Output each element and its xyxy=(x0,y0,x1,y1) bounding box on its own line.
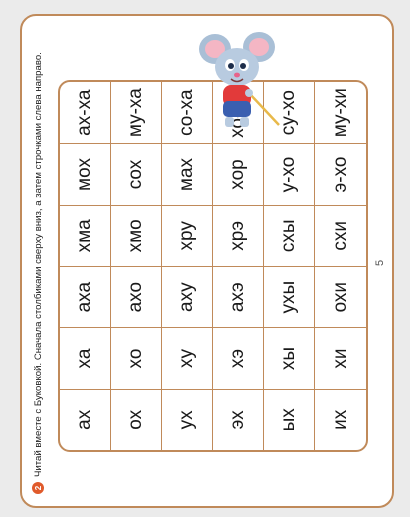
syllable-cell: аху xyxy=(162,266,213,327)
syllable-cell: схы xyxy=(264,205,315,266)
syllable-cell: хор xyxy=(213,143,264,204)
syllable-cell: хру xyxy=(162,205,213,266)
syllable-cell: ухы xyxy=(264,266,315,327)
syllable-cell: ху xyxy=(162,327,213,388)
syllable-cell: хэ xyxy=(213,327,264,388)
syllable-cell: му-хи xyxy=(329,88,351,138)
page-number: 5 xyxy=(374,259,386,266)
syllable-cell: хма xyxy=(60,205,111,266)
page-content xyxy=(22,16,392,506)
syllable-table xyxy=(58,80,368,452)
syllable-cell: у-хо xyxy=(264,143,315,204)
syllable-cell: их xyxy=(315,389,366,450)
syllable-cell: схи xyxy=(315,205,366,266)
syllable-cell: хы xyxy=(264,327,315,388)
instruction-text: Читай вместе с Буковкой. Сначала столбиками сверху вниз, а затем строчками слева направо. xyxy=(32,52,44,477)
syllable-cell: ух xyxy=(162,389,213,450)
syllable-cell: хо xyxy=(111,327,162,388)
workbook-page xyxy=(20,14,394,508)
syllable-cell: ха xyxy=(60,327,111,388)
syllable-cell: со-ха xyxy=(162,82,213,143)
syllable-cell: мах xyxy=(162,143,213,204)
syllable-cell: охи xyxy=(315,266,366,327)
mouse-mascot-illustration xyxy=(184,32,294,128)
syllable-cell: ахэ xyxy=(213,266,264,327)
syllable-cell: ах-ха xyxy=(60,82,111,143)
syllable-cell: э-хо xyxy=(315,143,366,204)
syllable-cell: ох xyxy=(111,389,162,450)
instruction xyxy=(32,52,44,494)
syllable-cell: ах xyxy=(60,389,111,450)
syllable-cell: ахо xyxy=(111,266,162,327)
syllable-cell: мох xyxy=(60,143,111,204)
syllable-cell: су-хо xyxy=(264,82,315,143)
syllable-cell: хи xyxy=(315,327,366,388)
syllable-cell: сох xyxy=(111,143,162,204)
syllable-cell: му-ха xyxy=(111,82,162,143)
syllable-cell: эх xyxy=(213,389,264,450)
syllable-cell: ых xyxy=(264,389,315,450)
syllable-cell: аха xyxy=(60,266,111,327)
syllable-cell: хмо xyxy=(111,205,162,266)
exercise-number-badge: 2 xyxy=(32,482,44,494)
syllable-cell: хрэ xyxy=(213,205,264,266)
